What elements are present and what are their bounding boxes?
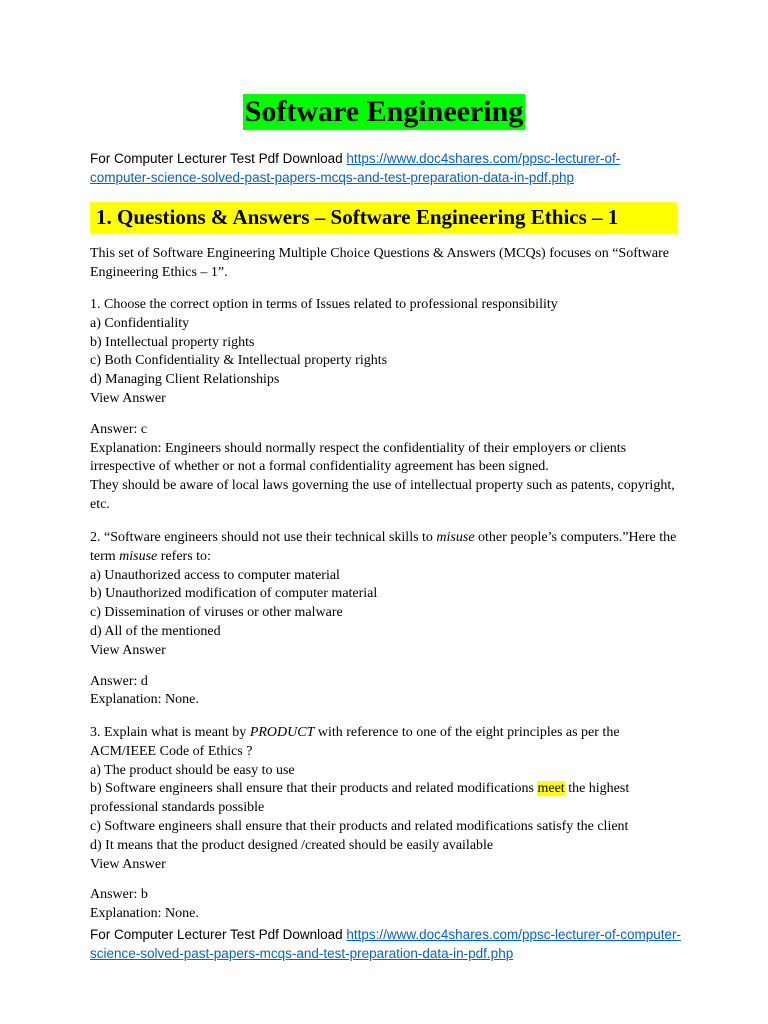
download-prefix: For Computer Lecturer Test Pdf Download <box>90 927 347 942</box>
document-title: Software Engineering <box>244 95 524 128</box>
view-answer-link[interactable]: View Answer <box>90 856 166 872</box>
intro-paragraph <box>90 245 680 283</box>
answer-text: Answer: b <box>90 887 148 903</box>
download-prefix: For Computer Lecturer Test Pdf Download <box>90 151 347 166</box>
question-text: 1. Choose the correct option in terms of Issues related to professional responsibility <box>90 297 558 312</box>
download-notice-bottom <box>90 925 690 963</box>
option-b: b) Software engineers shall ensure that their products and related modifications meet the highest <box>90 781 630 797</box>
explanation-line: Explanation: None. <box>90 906 199 922</box>
explanation-line: Explanation: Engineers should normally respect the confidentiality of their employers or clients <box>90 440 627 456</box>
explanation-line: They should be aware of local laws governing the use of intellectual property such as patents, copyright, <box>90 478 675 494</box>
highlighted-word: meet <box>537 781 565 797</box>
explanation-line: etc. <box>90 496 110 512</box>
option-a: a) Confidentiality <box>90 315 190 331</box>
title-container <box>0 94 768 130</box>
question-text: 2. “Software engineers should not use their technical skills to misuse other people’s computers.”Here the <box>90 530 677 545</box>
option-c: c) Dissemination of viruses or other malware <box>90 605 343 621</box>
option-a: a) The product should be easy to use <box>90 762 295 778</box>
question-2 <box>90 529 680 710</box>
explanation-line: irrespective of whether or not a formal confidentiality agreement has been signed. <box>90 459 549 475</box>
question-1 <box>90 296 680 515</box>
answer-text: Answer: d <box>90 673 148 689</box>
answer-text: Answer: c <box>90 421 148 437</box>
download-link-top[interactable]: https://www.doc4shares.com/ppsc-lecturer-of- computer-science-solved-past-papers-mcqs-and-test-preparation-data-in-pdf.php <box>90 151 621 185</box>
question-text-cont: term misuse refers to: <box>90 548 211 564</box>
option-d: d) It means that the product designed /created should be easily available <box>90 837 494 853</box>
option-d: d) Managing Client Relationships <box>90 372 280 388</box>
view-answer-link[interactable]: View Answer <box>90 642 166 658</box>
option-b-cont: professional standards possible <box>90 800 265 816</box>
intro-line: Engineering Ethics – 1”. <box>90 264 228 280</box>
option-b: b) Unauthorized modification of computer material <box>90 586 378 602</box>
section-heading: 1. Questions & Answers – Software Engineering Ethics – 1 <box>90 202 677 233</box>
option-b: b) Intellectual property rights <box>90 334 255 350</box>
explanation-line: Explanation: None. <box>90 692 199 708</box>
option-a: a) Unauthorized access to computer material <box>90 567 340 583</box>
question-text-cont: ACM/IEEE Code of Ethics ? <box>90 743 253 759</box>
view-answer-link[interactable]: View Answer <box>90 390 166 406</box>
download-notice-top <box>90 149 690 187</box>
download-link-bottom[interactable]: https://www.doc4shares.com/ppsc-lecturer-of-computer- science-solved-past-papers-mcqs-and-test-preparation-data-in-pdf.php <box>90 927 681 961</box>
option-c: c) Software engineers shall ensure that their products and related modifications satisfy the client <box>90 818 629 834</box>
question-3 <box>90 724 680 924</box>
question-text: 3. Explain what is meant by PRODUCT with reference to one of the eight principles as per the <box>90 725 620 740</box>
intro-line: This set of Software Engineering Multiple Choice Questions & Answers (MCQs) focuses on “Software <box>90 246 669 261</box>
option-d: d) All of the mentioned <box>90 623 221 639</box>
option-c: c) Both Confidentiality & Intellectual property rights <box>90 353 388 369</box>
